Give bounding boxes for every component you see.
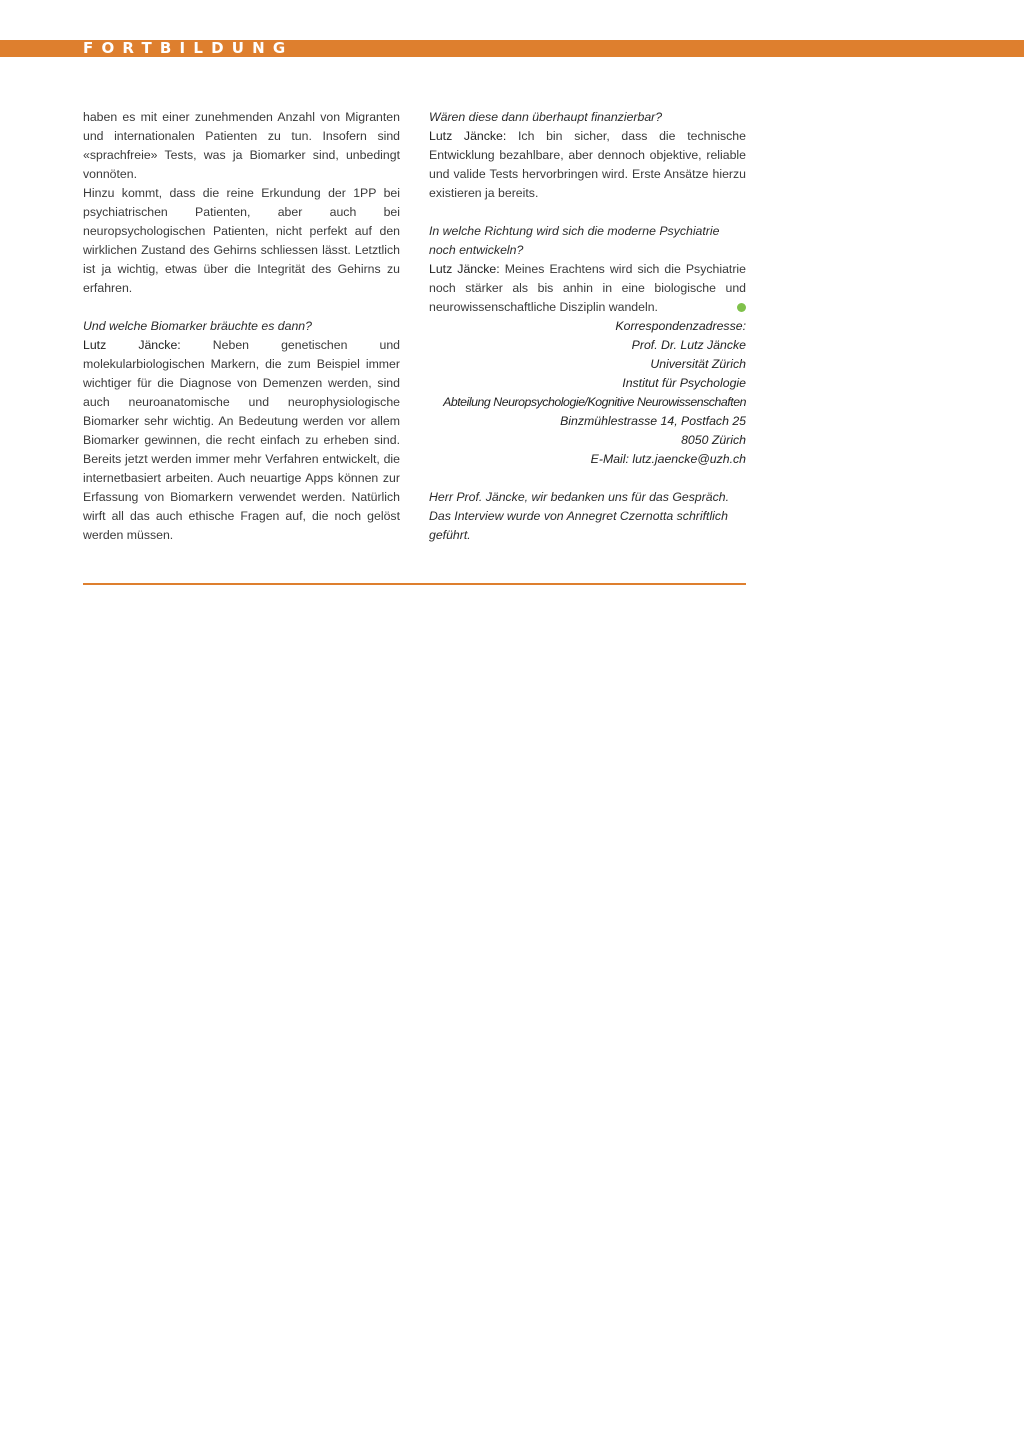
- paragraph-1pp: Hinzu kommt, dass die reine Erkundung der 1PP bei psychiatrischen Patienten, aber auch bei neuropsychologischen Patienten, nicht perfekt auf den wirklichen Zustand des Gehirns schliessen lässt. Letztlich ist ja wichtig, etwas über die Integrität des Gehirns zu erfahren.: [83, 186, 400, 295]
- question-financing: Wären diese dann überhaupt finanzierbar?: [429, 110, 663, 124]
- paragraph-migrants: haben es mit einer zunehmenden Anzahl von Migranten und internationalen Patienten zu tun. Insofern sind «sprachfreie» Tests, was ja Biomarker sind, unbedingt vonnöten.: [83, 110, 400, 181]
- right-column: [429, 108, 746, 545]
- answer-text: Neben genetischen und molekularbiologischen Markern, die zum Beispiel immer wichtiger für die Diagnose von Demenzen werden, sind auch neuroanatomische und neurophysiologische Biomarker sehr wichtig. An Bedeutung werden vor allem Biomarker gewinnen, die recht einfach zu erheben sind. Bereits jetzt werden immer mehr Verfahren entwickelt, die internetbasiert arbeiten. Auch neuartige Apps können zur Erfassung von Biomarkern verwendet werden. Natürlich wirft all das auch ethische Fragen auf, die noch gelöst werden müssen.: [83, 338, 400, 542]
- address-street: Binzmühlestrasse 14, Postfach 25: [560, 414, 746, 428]
- left-column: [83, 108, 400, 545]
- article-end-marker-icon: [737, 303, 746, 312]
- address-city: 8050 Zürich: [681, 433, 746, 447]
- speaker-label: Lutz Jäncke:: [429, 262, 500, 276]
- address-label: Korrespondenzadresse:: [615, 319, 746, 333]
- speaker-label: Lutz Jäncke:: [83, 338, 181, 352]
- address-institute: Institut für Psychologie: [622, 376, 746, 390]
- answer-financing: [429, 127, 746, 203]
- speaker-label: Lutz Jäncke:: [429, 129, 507, 143]
- address-university: Universität Zürich: [650, 357, 746, 371]
- closing-interviewer: Das Interview wurde von Annegret Czernotta schriftlich geführt.: [429, 509, 728, 542]
- address-name: Prof. Dr. Lutz Jäncke: [631, 338, 746, 352]
- answer-biomarkers: [83, 336, 400, 545]
- answer-psychiatry-direction: [429, 260, 746, 317]
- address-department: Abteilung Neuropsychologie/Kognitive Neurowissenschaften: [443, 395, 746, 409]
- question-psychiatry-direction: In welche Richtung wird sich die moderne Psychiatrie noch entwickeln?: [429, 224, 720, 257]
- article-bottom-rule: [83, 583, 746, 585]
- address-email: E-Mail: lutz.jaencke@uzh.ch: [590, 452, 746, 466]
- section-title: FORTBILDUNG: [83, 39, 294, 57]
- answer-text: Meines Erachtens wird sich die Psychiatrie noch stärker als bis anhin in eine biologische und neurowissenschaftliche Disziplin wandeln.: [429, 262, 746, 314]
- question-biomarkers: Und welche Biomarker bräuchte es dann?: [83, 319, 312, 333]
- answer-text: Ich bin sicher, dass die technische Entwicklung bezahlbare, aber dennoch objektive, reliable und valide Tests hervorbringen wird. Erste Ansätze hierzu existieren ja bereits.: [429, 129, 746, 200]
- closing-thanks: Herr Prof. Jäncke, wir bedanken uns für das Gespräch.: [429, 490, 730, 504]
